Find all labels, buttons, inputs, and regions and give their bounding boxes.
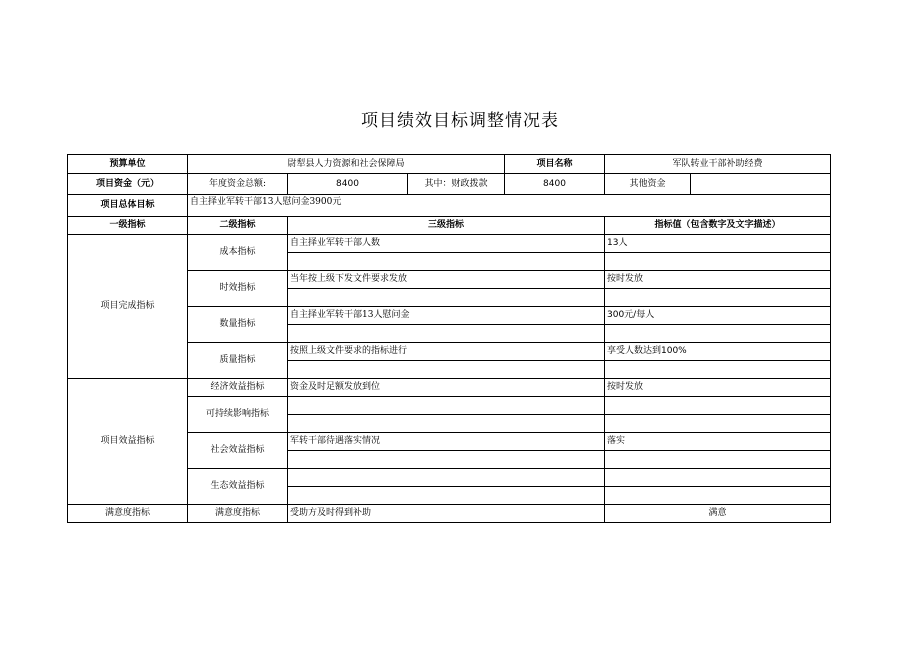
page-title: 项目绩效目标调整情况表 (361, 111, 559, 131)
level3-cell (288, 451, 605, 469)
level3-cell (288, 415, 605, 433)
satisfaction-value: 满意 (605, 505, 831, 523)
value-cell (605, 487, 831, 505)
value-cell: 13人 (605, 235, 831, 253)
value-cell (605, 469, 831, 487)
project-name-value: 军队转业干部补助经费 (605, 155, 831, 174)
col-level3-header: 三级指标 (288, 217, 605, 235)
other-funds-value (691, 174, 831, 195)
col-level2-header: 二级指标 (188, 217, 288, 235)
value-cell (605, 253, 831, 271)
quality-indicator: 质量指标 (188, 343, 288, 379)
value-cell: 按时发放 (605, 271, 831, 289)
level3-cell: 资金及时足额发放到位 (288, 379, 605, 397)
time-indicator: 时效指标 (188, 271, 288, 307)
sustainability-indicator: 可持续影响指标 (188, 397, 288, 433)
level3-cell (288, 289, 605, 307)
value-cell (605, 451, 831, 469)
level3-cell: 自主择业军转干部13人慰问金 (288, 307, 605, 325)
economic-indicator: 经济效益指标 (188, 379, 288, 397)
col-level1-header: 一级指标 (68, 217, 188, 235)
level3-cell (288, 361, 605, 379)
finance-label: 其中：财政拨款 (408, 174, 505, 195)
finance-value: 8400 (505, 174, 605, 195)
overall-target-value: 自主择业军转干部13人慰问金3900元 (188, 195, 831, 217)
level3-cell (288, 487, 605, 505)
budget-unit-value: 尉犁县人力资源和社会保障局 (188, 155, 505, 174)
other-funds-label: 其他资金 (605, 174, 691, 195)
overall-target-label: 项目总体目标 (68, 195, 188, 217)
col-value-header: 指标值（包含数字及文字描述） (605, 217, 831, 235)
funds-label: 项目资金（元） (68, 174, 188, 195)
value-cell (605, 289, 831, 307)
quantity-indicator: 数量指标 (188, 307, 288, 343)
value-cell: 落实 (605, 433, 831, 451)
level3-cell (288, 397, 605, 415)
satisfaction-level3: 受助方及时得到补助 (288, 505, 605, 523)
level3-cell: 军转干部待遇落实情况 (288, 433, 605, 451)
level3-cell: 按照上级文件要求的指标进行 (288, 343, 605, 361)
value-cell (605, 325, 831, 343)
level3-cell: 当年按上级下发文件要求发放 (288, 271, 605, 289)
project-name-label: 项目名称 (505, 155, 605, 174)
cost-indicator: 成本指标 (188, 235, 288, 271)
value-cell (605, 361, 831, 379)
level3-cell (288, 325, 605, 343)
annual-total-value: 8400 (288, 174, 408, 195)
satisfaction-level2: 满意度指标 (188, 505, 288, 523)
level3-cell (288, 253, 605, 271)
value-cell: 按时发放 (605, 379, 831, 397)
benefit-level1: 项目效益指标 (68, 379, 188, 505)
ecological-indicator: 生态效益指标 (188, 469, 288, 505)
value-cell (605, 397, 831, 415)
value-cell (605, 415, 831, 433)
value-cell: 300元/每人 (605, 307, 831, 325)
completion-level1: 项目完成指标 (68, 235, 188, 379)
performance-table (67, 154, 831, 523)
value-cell: 享受人数达到100% (605, 343, 831, 361)
satisfaction-level1: 满意度指标 (68, 505, 188, 523)
budget-unit-label: 预算单位 (68, 155, 188, 174)
level3-cell (288, 469, 605, 487)
social-indicator: 社会效益指标 (188, 433, 288, 469)
annual-total-label: 年度资金总额: (188, 174, 288, 195)
level3-cell: 自主择业军转干部人数 (288, 235, 605, 253)
